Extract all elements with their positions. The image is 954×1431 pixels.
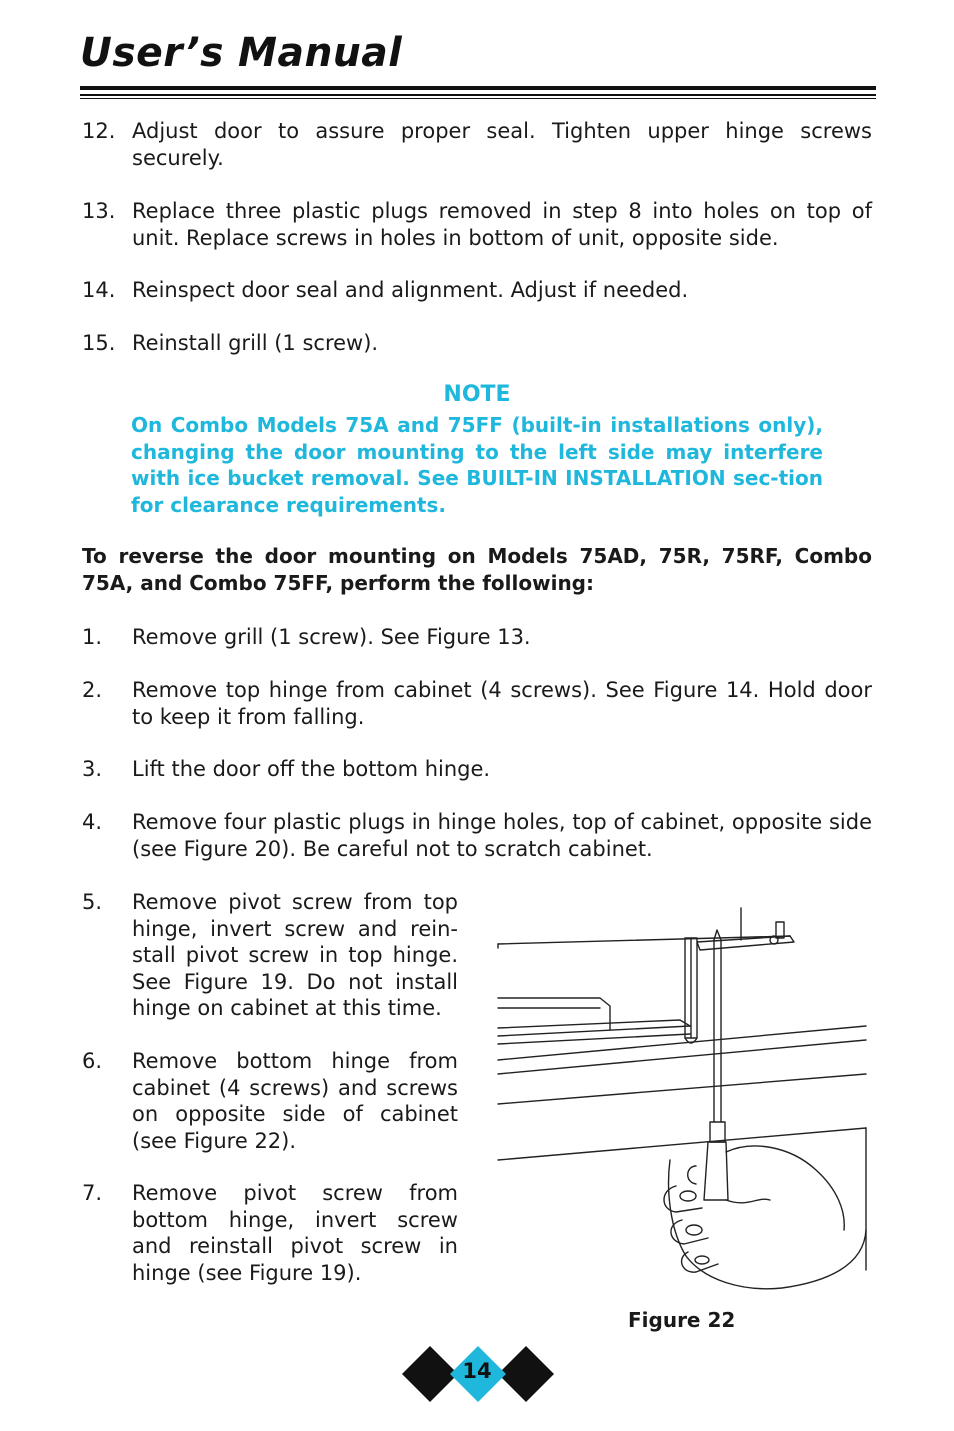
step-text: Reinspect door seal and alignment. Adjust if needed. — [132, 278, 689, 302]
step-text: Lift the door off the bottom hinge. — [132, 757, 491, 781]
step-number: 7. — [82, 1181, 103, 1205]
step-text: Replace three plastic plugs removed in step 8 into holes on top of unit. Replace screws in holes in bottom of unit, opposite side. — [132, 199, 872, 250]
step-number: 13. — [82, 199, 116, 223]
step-text: Remove bottom hinge from cabinet (4 screws) and screws on opposite side of cabinet (see Figure 22). — [132, 1049, 458, 1153]
step-number: 12. — [82, 119, 116, 143]
step-text: Remove grill (1 screw). See Figure 13. — [132, 625, 531, 649]
header-rule-thin — [80, 94, 876, 96]
page-title: User’s Manual — [80, 30, 403, 76]
step-number: 2. — [82, 678, 103, 702]
step-number: 15. — [82, 331, 116, 355]
step-number: 3. — [82, 757, 103, 781]
step-text: Remove pivot screw from bottom hinge, invert screw and reinstall pivot screw in hinge (see Figure 19). — [132, 1181, 458, 1285]
step-text: Reinstall grill (1 screw). — [132, 331, 379, 355]
step-number: 14. — [82, 278, 116, 302]
header-rule-thin-2 — [80, 98, 876, 99]
note-heading: NOTE — [443, 382, 511, 407]
step-text: Adjust door to assure proper seal. Tighten upper hinge screws securely. — [132, 119, 872, 170]
step-text: Remove four plastic plugs in hinge holes, top of cabinet, opposite side (see Figure 20). Be careful not to scratch cabinet. — [132, 810, 872, 861]
figure-caption: Figure 22 — [628, 1308, 736, 1332]
figure-22-illustration — [490, 900, 875, 1300]
note-body: On Combo Models 75A and 75FF (built-in installations only), changing the door mounting to the left side may interfere with ice bucket removal. See BUILT-IN INSTALLATION sec-tion for clearance requirements. — [131, 413, 823, 517]
section-intro: To reverse the door mounting on Models 75AD, 75R, 75RF, Combo 75A, and Combo 75FF, perform the following: — [82, 544, 872, 595]
step-number: 1. — [82, 625, 103, 649]
step-number: 6. — [82, 1049, 103, 1073]
header-rule-thick — [80, 86, 876, 90]
page-number: 14 — [462, 1359, 492, 1383]
step-number: 5. — [82, 890, 103, 914]
step-text: Remove top hinge from cabinet (4 screws). See Figure 14. Hold door to keep it from falling. — [132, 678, 872, 729]
step-text: Remove pivot screw from top hinge, invert screw and rein-stall pivot screw in top hinge. See Figure 19. Do not install hinge on cabinet at this time. — [132, 890, 458, 1020]
step-number: 4. — [82, 810, 103, 834]
